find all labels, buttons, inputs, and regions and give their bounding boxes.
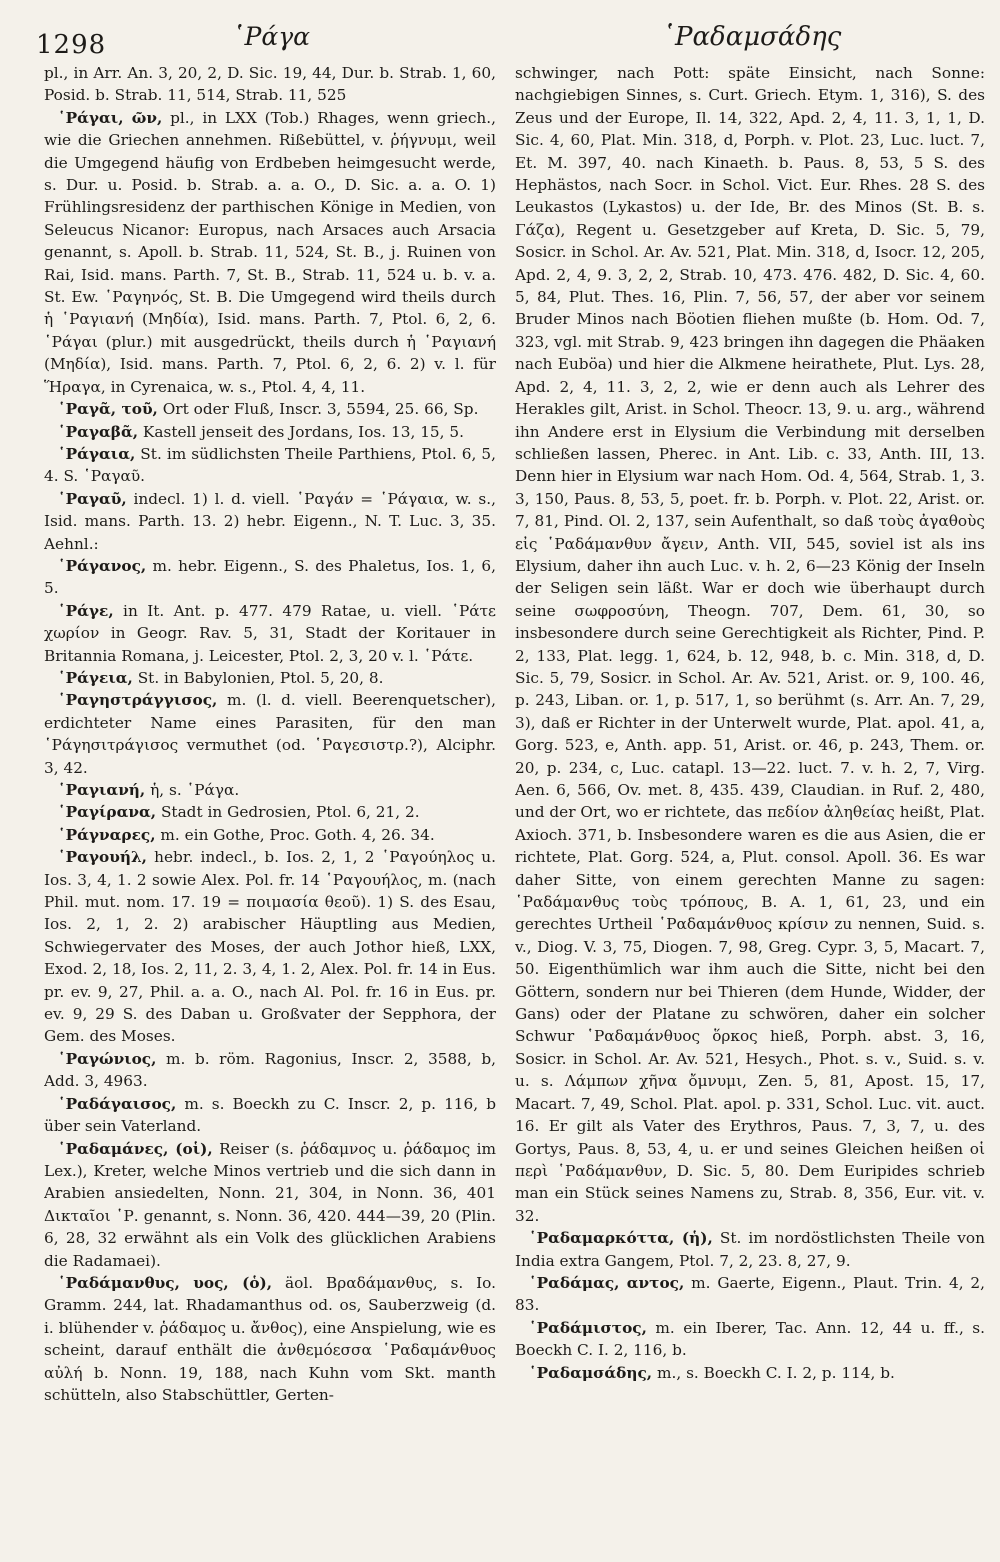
entry-text: m. Gaerte, Eigenn., Plaut. Trin. 4, 2, 83. <box>515 1273 985 1315</box>
entry-text: pl., in Arr. An. 3, 20, 2, D. Sic. 19, 44, Dur. b. Strab. 1, 60, Posid. b. Strab. 11, 514, Strab. 11, 525 <box>44 64 496 105</box>
entry-text: St. in Babylonien, Ptol. 5, 20, 8. <box>132 668 384 687</box>
entry-headword: ῾Ραδάγαισος, <box>58 1094 177 1113</box>
left-running-head: ῾Ράγα <box>232 22 311 51</box>
entry-text: Stadt in Gedrosien, Ptol. 6, 21, 2. <box>156 803 420 822</box>
entry-text: Reiser (s. ῥάδαμνος u. ῥάδαμος im Lex.), Kreter, welche Minos vertrieb und die sich dann in Arabien ansiedelten, Nonn. 21, 304, in Nonn. 36, 401 Δικταῖοι ῾Ρ. genannt, s. Nonn. 36, 420. 444—39, 20 (Plin. 6, 28, 32 erwähnt als ein Volk des glücklichen Arabiens die Radamaei). <box>44 1139 496 1270</box>
dictionary-entry <box>44 1138 496 1272</box>
entry-text: m. ein Gothe, Proc. Goth. 4, 26. 34. <box>155 825 435 844</box>
dictionary-entry <box>44 107 496 398</box>
dictionary-entry <box>44 689 496 779</box>
entry-text: m. s. Boeckh zu C. Inscr. 2, p. 116, b über sein Vaterland. <box>44 1094 496 1136</box>
dictionary-entry <box>44 600 496 667</box>
entry-headword: ῾Ραγηστράγγισος, <box>58 691 218 710</box>
entry-text: äol. Βραδάμανθυς, s. Io. Gramm. 244, lat. Rhadamanthus od. os, Sauberzweig (d. i. blühender v. ῥάδαμος u. ἄνθος), eine Anspielung, wie es scheint, darauf enthält die ἀνθεμόεσσα ῾Ραδαμάνθυος αὐλή b. Nonn. 19, 188, nach Kuhn vom Skt. manth schütteln, also Stabschüttler, Gerten- <box>44 1273 496 1404</box>
dictionary-entry <box>515 1317 985 1362</box>
entry-text: ἡ, s. ῾Ράγα. <box>145 781 240 799</box>
entry-headword: ῾Ραγαβᾶ, <box>58 422 139 441</box>
entry-text: m., s. Boeckh C. I. 2, p. 114, b. <box>652 1363 895 1382</box>
dictionary-entry <box>44 801 496 823</box>
entry-text: m. (l. d. viell. Beerenquetscher), erdichteter Name eines Parasiten, für den man ῾Ράγησιτράγισος vermuthet (od. ῾Ραγεσιστρ.?), Alciphr. 3, 42. <box>44 691 496 777</box>
dictionary-entry <box>44 1272 496 1406</box>
dictionary-entry <box>44 443 496 488</box>
dictionary-entry <box>44 421 496 443</box>
page-header <box>0 18 1000 68</box>
entry-headword: ῾Ράγε, <box>58 601 114 620</box>
entry-headword: ῾Ραδαμσάδης, <box>529 1363 653 1382</box>
entry-headword: ῾Ραδαμαρκόττα, (ἡ), <box>529 1229 713 1248</box>
entry-headword: ῾Ραγώνιος, <box>58 1049 157 1068</box>
dictionary-entry <box>515 1362 985 1384</box>
entry-text: hebr. indecl., b. Ios. 2, 1, 2 ῾Ραγούηλος u. Ios. 3, 4, 1. 2 sowie Alex. Pol. fr. 14 ῾Ραγουήλος, m. (nach Phil. mut. nom. 17. 19 = ποιμασία θεοῦ). 1) S. des Esau, Ios. 2, 1, 2. 2) arabischer Häuptling aus Medien, Schwiegervater des Moses, der auch Jothor hieß, LXX, Exod. 2, 18, Ios. 2, 11, 2. 3, 4, 1. 2, Alex. Pol. fr. 14 in Eus. pr. ev. 9, 27, Phil. a. a. O., nach Al. Pol. fr. 16 in Eus. pr. ev. 9, 29 S. des Daban u. Großvater der Sepphora, der Gem. des Moses. <box>44 848 496 1046</box>
entry-headword: ῾Ράγαια, <box>58 444 136 463</box>
entry-text: Ort oder Fluß, Inscr. 3, 5594, 25. 66, Sp. <box>157 400 479 419</box>
entry-text: schwinger, nach Pott: späte Einsicht, nach Sonne: nachgiebigen Sinnes, s. Curt. Griech. Etym. 1, 316), S. des Zeus und der Europe, Il. 14, 322, Apd. 2, 4, 11. 3, 1, 1, D. Sic. 4, 60, Plat. Min. 318, d, Porph. v. Plot. 23, Luc. luct. 7, Et. M. 397, 40. nach Kinaeth. b. Paus. 8, 53, 5 S. des Hephästos, nach Socr. in Schol. Vict. Eur. Rhes. 28 S. des Leukastos (Lykastos) u. der Ide, Br. des Minos (St. B. s. Γάζα), Regent u. Gesetzgeber auf Kreta, D. Sic. 5, 79, Sosicr. in Schol. Ar. Av. 521, Plat. Min. 318, d, Isocr. 12, 205, Apd. 2, 4, 9. 3, 2, 2, Strab. 10, 473. 476. 482, D. Sic. 4, 60. 5, 84, Plut. Thes. 16, Plin. 7, 56, 57, der aber vor seinem Bruder Minos nach Böotien fliehen mußte (b. Hom. Od. 7, 323, vgl. mit Strab. 9, 423 bringen ihn dagegen die Phäaken nach Euböa) und hier die Alkmene heirathete, Plut. Lys. 28, Apd. 2, 4, 11. 3, 2, 2, wie er denn auch als Lehrer des Herakles gilt, Arist. in Schol. Theocr. 13, 9. u. arg., während ihn Andere erst in Elysium die Verbindung mit derselben schließen lassen, Pherec. in Ant. Lib. c. 33, Anth. III, 13. Denn hier in Elysium war nach Hom. Od. 4, 564, Strab. 1, 3. 3, 150, Paus. 8, 53, 5, poet. fr. b. Porph. v. Plot. 22, Arist. or. 7, 81, Pind. Ol. 2, 137, sein Aufenthalt, so daß τοὺς ἀγαθοὺς εἰς ῾Ραδάμανθυν ἄγειν, Anth. VII, 545, soviel ist als ins Elysium, daher ihn auch Luc. v. h. 2, 6—23 König der Inseln der Seligen sein läßt. War er doch wie überhaupt durch seine σωφροσύνη, Theogn. 707, Dem. 61, 30, so insbesondere durch seine Gerechtigkeit als Richter, Pind. P. 2, 133, Plat. legg. 1, 624, b. 12, 948, b. c. Min. 318, d, D. Sic. 5, 79, Sosicr. in Schol. Ar. Av. 521, Arist. or. 9, 100. 46, p. 243, Liban. or. 1, p. 517, 1, so berühmt (s. Arr. An. 7, 29, 3), daß er Richter in der Unterwelt wurde, Plat. apol. 41, a, Gorg. 523, e, Anth. app. 51, Arist. or. 46, p. 243, Them. or. 20, p. 234, c, Luc. catapl. 13—22. luct. 7. v. h. 2, 7, Virg. Aen. 6, 566, Ov. met. 8, 435. 439, Claudian. in Ruf. 2, 480, und der Ort, wo er richtete, das πεδίον ἀληθείας heißt, Plat. Axioch. 371, b. Insbesondere waren es die aus Asien, die er richtete, Plat. Gorg. 524, a, Plut. consol. Apoll. 36. Es war daher Sitte, von einem gerechten Manne zu sagen: ῾Ραδάμανθυς τοὺς τρόπους, B. A. 1, 61, 23, und ein gerechtes Urtheil ῾Ραδαμάνθυος κρίσιν zu nennen, Suid. s. v., Diog. V. 3, 75, Diogen. 7, 98, Greg. Cypr. 3, 5, Macart. 7, 50. Eigenthümlich war ihm auch die Sitte, nicht bei den Göttern, sondern nur bei Thieren (dem Hunde, Widder, der Gans) oder der Platane zu schwören, daher ein solcher Schwur ῾Ραδαμάνθυος ὅρκος hieß, Porph. abst. 3, 16, Sosicr. in Schol. Ar. Av. 521, Hesych., Phot. s. v., Suid. s. v. u. s. Λάμπων χῆνα ὄμνυμι, Zen. 5, 81, Apost. 15, 17, Macart. 7, 49, Schol. Plat. apol. p. 331, Schol. Luc. vit. auct. 16. Er gilt als Vater des Erythros, Paus. 7, 3, 7, u. des Gortys, Paus. 8, 53, 4, u. er und seines Gleichen heißen οἱ περὶ ῾Ραδάμανθυν, D. Sic. 5, 80. Dem Euripides schrieb man ein Stück seines Namens zu, Strab. 8, 356, Eur. vit. v. 32. <box>515 64 985 1225</box>
entry-headword: ῾Ραδάμιστος, <box>529 1318 647 1337</box>
entry-text: in It. Ant. p. 477. 479 Ratae, u. viell. ῾Ράτε χωρίον in Geogr. Rav. 5, 31, Stadt der Koritauer in Britannia Romana, j. Leicester, Ptol. 2, 3, 20 v. l. ῾Ράτε. <box>44 601 496 665</box>
dictionary-entry <box>44 824 496 846</box>
dictionary-entry <box>44 1048 496 1093</box>
dictionary-entry <box>44 846 496 1048</box>
right-column <box>515 62 985 1552</box>
entry-headword: ῾Ραγουήλ, <box>58 848 148 867</box>
dictionary-entry <box>44 555 496 600</box>
dictionary-entry <box>44 398 496 420</box>
dictionary-entry <box>44 667 496 689</box>
entry-text: Kastell jenseit des Jordans, Ios. 13, 15, 5. <box>138 422 464 441</box>
entry-text: pl., in LXX (Tob.) Rhages, wenn griech., wie die Griechen annehmen. Rißebüttel, v. ῥήγνυμι, weil die Umgegend häufig von Erdbeben heimgesucht werde, s. Dur. u. Posid. b. Strab. a. a. O., D. Sic. a. a. O. 1) Frühlingsresidenz der parthischen Könige in Medien, von Seleucus Nicanor: Europus, nach Arsaces auch Arsacia genannt, s. Apoll. b. Strab. 11, 524, St. B., j. Ruinen von Rai, Isid. mans. Parth. 7, St. B., Strab. 11, 524 u. b. v. a. St. Ew. ῾Ραγηνός, St. B. Die Umgegend wird theils durch ἡ ῾Ραγιανή (Μηδία), Isid. mans. Parth. 7, Ptol. 6, 2, 6. ῾Ράγαι (plur.) mit ausgedrückt, theils durch ἡ ῾Ραγιανή (Μηδία), Isid. mans. Parth. 7, Ptol. 6, 2, 6. 2) v. l. für Ἥραγα, in Cyrenaica, w. s., Ptol. 4, 4, 11. <box>44 108 496 396</box>
dictionary-entry <box>515 62 985 1227</box>
entry-headword: ῾Ράγαι, ῶν, <box>58 108 163 127</box>
entry-headword: ῾Ραγιανή, <box>58 781 146 799</box>
page-number: 1298 <box>36 30 107 60</box>
dictionary-entry <box>515 1272 985 1317</box>
entry-headword: ῾Ραγᾶ, τοῦ, <box>58 400 158 419</box>
entry-text: St. im südlichsten Theile Parthiens, Ptol. 6, 5, 4. S. ῾Ραγαῦ. <box>44 444 496 486</box>
entry-text: St. im nordöstlichsten Theile von India extra Gangem, Ptol. 7, 2, 23. 8, 27, 9. <box>515 1229 985 1270</box>
left-column <box>44 62 496 1552</box>
dictionary-entry <box>44 488 496 555</box>
entry-headword: ῾Ραδάμανθυς, υος, (ὁ), <box>58 1273 273 1292</box>
entry-headword: ῾Ραγίρανα, <box>58 803 157 822</box>
dictionary-entry <box>44 1093 496 1138</box>
entry-text: m. ein Iberer, Tac. Ann. 12, 44 u. ff., s. Boeckh C. I. 2, 116, b. <box>515 1318 985 1360</box>
entry-headword: ῾Ραγαῦ, <box>58 489 127 508</box>
entry-headword: ῾Ραδάμας, αντος, <box>529 1273 685 1292</box>
entry-headword: ῾Ραδαμάνες, (οἱ), <box>58 1139 213 1158</box>
dictionary-entry <box>44 779 496 801</box>
right-running-head: ῾Ραδαμσάδης <box>662 22 842 52</box>
entry-text: m. hebr. Eigenn., S. des Phaletus, Ios. 1, 6, 5. <box>44 556 496 598</box>
entry-headword: ῾Ράγναρες, <box>58 825 156 844</box>
entry-headword: ῾Ράγεια, <box>58 668 133 687</box>
entry-text: m. b. röm. Ragonius, Inscr. 2, 3588, b, Add. 3, 4963. <box>44 1049 496 1091</box>
dictionary-entry <box>44 62 496 107</box>
dictionary-entry <box>515 1227 985 1272</box>
entry-text: indecl. 1) l. d. viell. ῾Ραγάν = ῾Ράγαια, w. s., Isid. mans. Parth. 13. 2) hebr. Eigenn., N. T. Luc. 3, 35. Aehnl.: <box>44 489 496 553</box>
entry-headword: ῾Ράγανος, <box>58 556 147 575</box>
